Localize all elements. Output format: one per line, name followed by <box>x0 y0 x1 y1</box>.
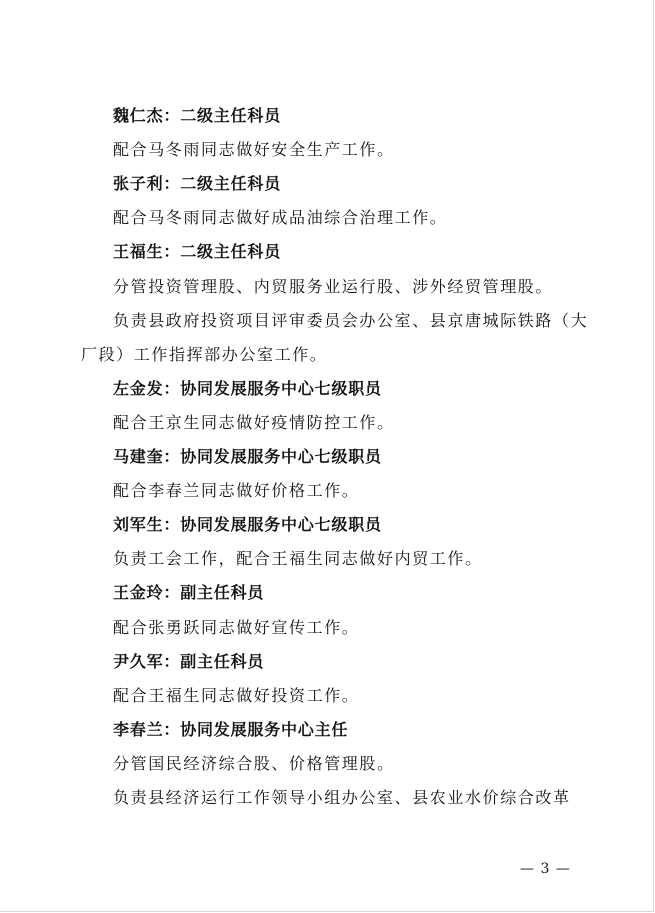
entry-duty-line: 配合李春兰同志做好价格工作。 <box>113 481 360 501</box>
entry-heading: 李春兰：协同发展服务中心主任 <box>113 719 349 739</box>
entry-duty-line: 配合王福生同志做好投资工作。 <box>113 685 360 705</box>
entry-duty-line: 分管国民经济综合股、价格管理股。 <box>113 753 395 773</box>
entry-heading: 左金发：协同发展服务中心七级职员 <box>113 378 382 398</box>
entry-duty-line: 配合王京生同志做好疫情防控工作。 <box>113 412 395 432</box>
entry-duty-line: 配合张勇跃同志做好宣传工作。 <box>113 617 360 637</box>
entry-heading: 尹久军：副主任科员 <box>113 651 265 671</box>
entry-duty-line: 负责县政府投资项目评审委员会办公室、县京唐城际铁路（大 <box>113 310 589 330</box>
entry-heading: 马建奎：协同发展服务中心七级职员 <box>113 447 382 466</box>
entry-duty-line: 配合马冬雨同志做好安全生产工作。 <box>113 140 395 160</box>
page-number: — 3 — <box>520 861 571 877</box>
entry-duty-line: 厂段）工作指挥部办公室工作。 <box>81 344 328 364</box>
entry-duty-line: 配合马冬雨同志做好成品油综合治理工作。 <box>113 208 448 228</box>
entry-heading: 魏仁杰：二级主任科员 <box>113 106 282 125</box>
entry-heading: 刘军生：协同发展服务中心七级职员 <box>113 515 382 535</box>
entry-heading: 王福生：二级主任科员 <box>113 242 282 262</box>
entry-duty-line: 分管投资管理股、内贸服务业运行股、涉外经贸管理股。 <box>113 276 554 296</box>
entry-duty-line: 负责县经济运行工作领导小组办公室、县农业水价综合改革 <box>113 788 571 807</box>
entry-heading: 张子利：二级主任科员 <box>113 174 282 194</box>
entry-heading: 王金玲：副主任科员 <box>113 583 265 603</box>
entry-duty-line: 负责工会工作，配合王福生同志做好内贸工作。 <box>113 549 483 569</box>
